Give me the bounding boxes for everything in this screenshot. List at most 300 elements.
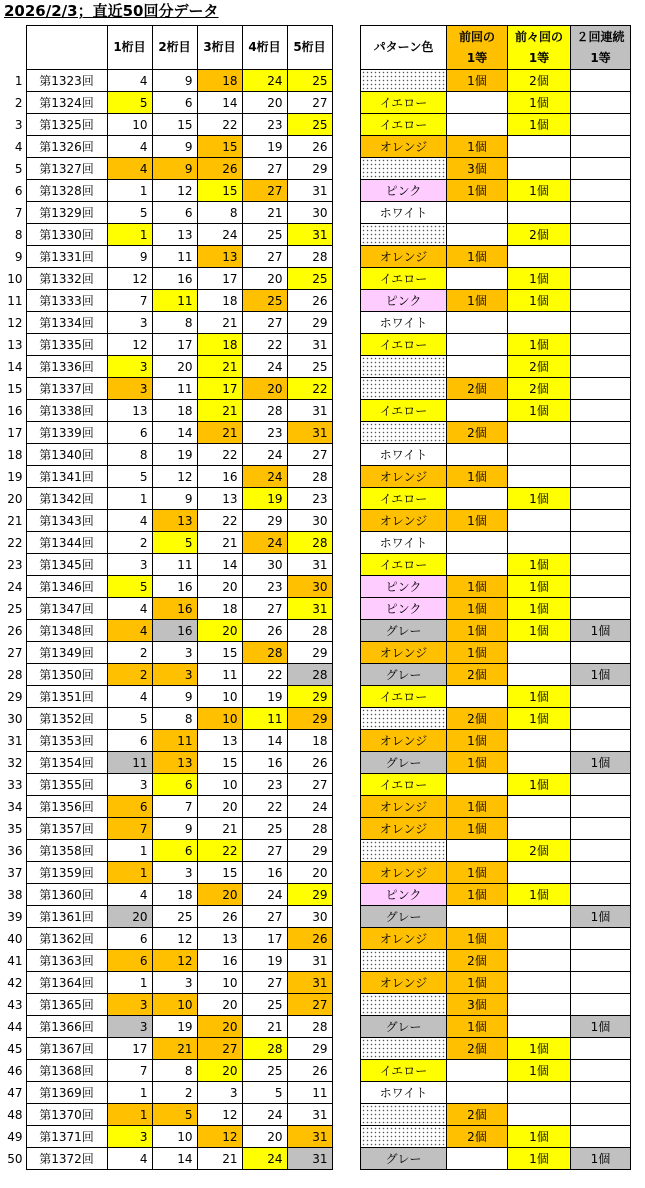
consecutive-first-prize-cell bbox=[571, 1082, 631, 1104]
prev2-first-prize-cell: 1個 bbox=[508, 268, 571, 290]
pattern-color-cell: オレンジ bbox=[361, 466, 447, 488]
digit-3-cell: 15 bbox=[197, 862, 242, 884]
prev-first-prize-cell: 1個 bbox=[447, 136, 508, 158]
prev-first-prize-cell bbox=[447, 114, 508, 136]
table-row bbox=[0, 554, 332, 576]
row-index: 33 bbox=[7, 777, 23, 792]
digit-1-cell: 5 bbox=[107, 708, 152, 730]
consecutive-first-prize-cell bbox=[571, 862, 631, 884]
pattern-row bbox=[361, 708, 631, 730]
digit-1-cell: 1 bbox=[107, 180, 152, 202]
prev2-first-prize-cell: 2個 bbox=[508, 840, 571, 862]
digit-2-cell: 11 bbox=[152, 554, 197, 576]
table-row bbox=[0, 400, 332, 422]
table-row bbox=[0, 92, 332, 114]
digit-1-cell: 7 bbox=[107, 818, 152, 840]
prev2-first-prize-cell bbox=[508, 246, 571, 268]
draw-label: 第1347回 bbox=[26, 598, 107, 620]
pattern-color-cell: イエロー bbox=[361, 488, 447, 510]
digit-3-cell: 13 bbox=[197, 928, 242, 950]
digit-5-cell: 29 bbox=[287, 708, 332, 730]
table-row bbox=[0, 1148, 332, 1170]
prev2-first-prize-cell: 1個 bbox=[508, 554, 571, 576]
digit-4-cell: 21 bbox=[242, 202, 287, 224]
digit-1-cell: 4 bbox=[107, 686, 152, 708]
digit-1-cell: 4 bbox=[107, 1148, 152, 1170]
row-index: 19 bbox=[7, 469, 23, 484]
table-row bbox=[0, 224, 332, 246]
pattern-row bbox=[361, 884, 631, 906]
prev-first-prize-cell: 2個 bbox=[447, 950, 508, 972]
digit-2-cell: 17 bbox=[152, 334, 197, 356]
digit-5-cell: 27 bbox=[287, 774, 332, 796]
prev-first-prize-cell bbox=[447, 334, 508, 356]
prev-first-prize-cell bbox=[447, 1060, 508, 1082]
pattern-color-cell: ホワイト bbox=[361, 532, 447, 554]
table-row bbox=[0, 70, 332, 92]
prev-first-prize-cell bbox=[447, 774, 508, 796]
row-index: 35 bbox=[7, 821, 23, 836]
pattern-color-cell: ピンク bbox=[361, 180, 447, 202]
prev-first-prize-cell: 1個 bbox=[447, 620, 508, 642]
digit-5-cell: 30 bbox=[287, 906, 332, 928]
digit-2-cell: 19 bbox=[152, 1016, 197, 1038]
prev2-first-prize-cell: 1個 bbox=[508, 1148, 571, 1170]
consecutive-first-prize-cell bbox=[571, 246, 631, 268]
pattern-row bbox=[361, 840, 631, 862]
digit-2-cell: 2 bbox=[152, 1082, 197, 1104]
row-index: 23 bbox=[7, 557, 23, 572]
digit-1-cell: 3 bbox=[107, 378, 152, 400]
digit-2-cell: 13 bbox=[152, 510, 197, 532]
digit-2-cell: 8 bbox=[152, 708, 197, 730]
pattern-row bbox=[361, 180, 631, 202]
pattern-row bbox=[361, 378, 631, 400]
row-index: 15 bbox=[7, 381, 23, 396]
pattern-color-cell bbox=[361, 1038, 447, 1060]
draw-label: 第1357回 bbox=[26, 818, 107, 840]
digit-1-cell: 2 bbox=[107, 642, 152, 664]
digit-3-cell: 20 bbox=[197, 994, 242, 1016]
consecutive-first-prize-cell bbox=[571, 224, 631, 246]
digit-2-cell: 20 bbox=[152, 356, 197, 378]
prev-first-prize-cell bbox=[447, 400, 508, 422]
pattern-header-row bbox=[361, 26, 631, 70]
digit-1-cell: 1 bbox=[107, 840, 152, 862]
digit-2-cell: 14 bbox=[152, 422, 197, 444]
prev-first-prize-cell bbox=[447, 312, 508, 334]
pattern-color-cell: オレンジ bbox=[361, 862, 447, 884]
consecutive-first-prize-cell bbox=[571, 268, 631, 290]
consecutive-first-prize-cell bbox=[571, 202, 631, 224]
consecutive-first-prize-cell bbox=[571, 290, 631, 312]
pattern-color-cell: ピンク bbox=[361, 290, 447, 312]
prev2-first-prize-cell: 1個 bbox=[508, 114, 571, 136]
consecutive-first-prize-cell bbox=[571, 1038, 631, 1060]
digit-5-cell: 25 bbox=[287, 114, 332, 136]
digit-1-cell: 2 bbox=[107, 532, 152, 554]
digit-3-cell: 17 bbox=[197, 268, 242, 290]
prev2-first-prize-cell bbox=[508, 1082, 571, 1104]
prev2-first-prize-cell bbox=[508, 422, 571, 444]
digit-4-cell: 28 bbox=[242, 642, 287, 664]
pattern-row bbox=[361, 510, 631, 532]
pattern-color-cell: ピンク bbox=[361, 598, 447, 620]
digit-5-cell: 31 bbox=[287, 1148, 332, 1170]
digit-3-cell: 18 bbox=[197, 334, 242, 356]
digit-3-cell: 21 bbox=[197, 312, 242, 334]
consecutive-first-prize-cell bbox=[571, 378, 631, 400]
prev2-first-prize-cell bbox=[508, 664, 571, 686]
draw-label: 第1325回 bbox=[26, 114, 107, 136]
consecutive-first-prize-cell bbox=[571, 400, 631, 422]
digit-2-cell: 11 bbox=[152, 730, 197, 752]
digit-2-cell: 11 bbox=[152, 290, 197, 312]
prev-first-prize-cell: 2個 bbox=[447, 1104, 508, 1126]
digit-5-cell: 29 bbox=[287, 642, 332, 664]
digit-4-cell: 27 bbox=[242, 840, 287, 862]
digit-2-cell: 16 bbox=[152, 576, 197, 598]
digit-2-cell: 5 bbox=[152, 1104, 197, 1126]
digit-1-cell: 4 bbox=[107, 510, 152, 532]
digit-3-cell: 20 bbox=[197, 576, 242, 598]
digit-3-cell: 21 bbox=[197, 532, 242, 554]
draw-label: 第1352回 bbox=[26, 708, 107, 730]
page-title: 2026/2/3；直近50回分データ bbox=[4, 2, 219, 20]
prev-first-prize-cell: 1個 bbox=[447, 928, 508, 950]
row-index: 40 bbox=[7, 931, 23, 946]
digit-4-cell: 25 bbox=[242, 1060, 287, 1082]
table-row bbox=[0, 114, 332, 136]
digit-4-cell: 24 bbox=[242, 70, 287, 92]
row-index: 12 bbox=[7, 315, 23, 330]
pattern-color-cell: オレンジ bbox=[361, 246, 447, 268]
draw-label: 第1366回 bbox=[26, 1016, 107, 1038]
consecutive-first-prize-cell: 1個 bbox=[571, 906, 631, 928]
row-index: 29 bbox=[7, 689, 23, 704]
pattern-color-cell bbox=[361, 994, 447, 1016]
row-index: 48 bbox=[7, 1107, 23, 1122]
digit-1-cell: 4 bbox=[107, 158, 152, 180]
pattern-row bbox=[361, 664, 631, 686]
digit-5-cell: 30 bbox=[287, 576, 332, 598]
prev2-first-prize-cell: 1個 bbox=[508, 92, 571, 114]
prev2-first-prize-cell bbox=[508, 906, 571, 928]
row-index: 24 bbox=[7, 579, 23, 594]
header-consecutive-first-prize bbox=[571, 26, 631, 70]
pattern-color-cell: ピンク bbox=[361, 884, 447, 906]
pattern-row bbox=[361, 268, 631, 290]
digit-3-cell: 21 bbox=[197, 818, 242, 840]
consecutive-first-prize-cell bbox=[571, 180, 631, 202]
pattern-row bbox=[361, 532, 631, 554]
prev2-first-prize-cell bbox=[508, 642, 571, 664]
draw-label: 第1324回 bbox=[26, 92, 107, 114]
prev-first-prize-cell: 1個 bbox=[447, 818, 508, 840]
prev-first-prize-cell: 1個 bbox=[447, 466, 508, 488]
table-row bbox=[0, 818, 332, 840]
digit-2-cell: 9 bbox=[152, 136, 197, 158]
digit-2-cell: 12 bbox=[152, 180, 197, 202]
draw-label: 第1363回 bbox=[26, 950, 107, 972]
digit-5-cell: 25 bbox=[287, 356, 332, 378]
digit-1-cell: 6 bbox=[107, 796, 152, 818]
digit-2-cell: 7 bbox=[152, 796, 197, 818]
digit-5-cell: 31 bbox=[287, 598, 332, 620]
row-index: 39 bbox=[7, 909, 23, 924]
prev2-first-prize-cell: 1個 bbox=[508, 576, 571, 598]
pattern-color-cell: イエロー bbox=[361, 114, 447, 136]
consecutive-first-prize-cell bbox=[571, 114, 631, 136]
row-index: 10 bbox=[7, 271, 23, 286]
digit-5-cell: 29 bbox=[287, 312, 332, 334]
pattern-color-cell: イエロー bbox=[361, 400, 447, 422]
draw-label: 第1334回 bbox=[26, 312, 107, 334]
table-row bbox=[0, 444, 332, 466]
digit-4-cell: 27 bbox=[242, 906, 287, 928]
draw-label: 第1340回 bbox=[26, 444, 107, 466]
digit-5-cell: 30 bbox=[287, 202, 332, 224]
pattern-row bbox=[361, 312, 631, 334]
prev2-first-prize-cell: 1個 bbox=[508, 686, 571, 708]
prev-first-prize-cell bbox=[447, 840, 508, 862]
pattern-row bbox=[361, 994, 631, 1016]
draw-label: 第1362回 bbox=[26, 928, 107, 950]
draw-label: 第1372回 bbox=[26, 1148, 107, 1170]
pattern-row bbox=[361, 70, 631, 92]
digit-2-cell: 6 bbox=[152, 92, 197, 114]
prev2-first-prize-cell bbox=[508, 202, 571, 224]
digit-3-cell: 11 bbox=[197, 664, 242, 686]
header-prev-line2: 1等 bbox=[466, 50, 488, 65]
draw-label: 第1368回 bbox=[26, 1060, 107, 1082]
consecutive-first-prize-cell bbox=[571, 840, 631, 862]
digit-2-cell: 21 bbox=[152, 1038, 197, 1060]
consecutive-first-prize-cell bbox=[571, 466, 631, 488]
table-row bbox=[0, 752, 332, 774]
pattern-row bbox=[361, 950, 631, 972]
draw-label: 第1343回 bbox=[26, 510, 107, 532]
table-row bbox=[0, 488, 332, 510]
digit-3-cell: 10 bbox=[197, 708, 242, 730]
row-index: 36 bbox=[7, 843, 23, 858]
pattern-color-cell: イエロー bbox=[361, 334, 447, 356]
table-row bbox=[0, 928, 332, 950]
table-row bbox=[0, 1082, 332, 1104]
digit-5-cell: 31 bbox=[287, 400, 332, 422]
digit-3-cell: 15 bbox=[197, 136, 242, 158]
prev2-first-prize-cell: 1個 bbox=[508, 1038, 571, 1060]
digit-5-cell: 31 bbox=[287, 950, 332, 972]
consecutive-first-prize-cell bbox=[571, 884, 631, 906]
digit-5-cell: 18 bbox=[287, 730, 332, 752]
prev2-first-prize-cell bbox=[508, 510, 571, 532]
digit-2-cell: 10 bbox=[152, 1126, 197, 1148]
row-index: 42 bbox=[7, 975, 23, 990]
digit-4-cell: 27 bbox=[242, 972, 287, 994]
pattern-color-cell: グレー bbox=[361, 1148, 447, 1170]
digit-3-cell: 20 bbox=[197, 796, 242, 818]
digit-4-cell: 20 bbox=[242, 268, 287, 290]
draw-label: 第1338回 bbox=[26, 400, 107, 422]
digit-4-cell: 14 bbox=[242, 730, 287, 752]
prev2-first-prize-cell: 1個 bbox=[508, 598, 571, 620]
digit-4-cell: 24 bbox=[242, 356, 287, 378]
digit-3-cell: 22 bbox=[197, 510, 242, 532]
prev2-first-prize-cell bbox=[508, 136, 571, 158]
digit-3-cell: 3 bbox=[197, 1082, 242, 1104]
table-row bbox=[0, 620, 332, 642]
pattern-color-cell bbox=[361, 378, 447, 400]
digit-4-cell: 19 bbox=[242, 686, 287, 708]
row-index: 18 bbox=[7, 447, 23, 462]
row-index: 1 bbox=[14, 73, 23, 88]
pattern-table bbox=[360, 25, 631, 1170]
pattern-row bbox=[361, 444, 631, 466]
pattern-row bbox=[361, 642, 631, 664]
digit-1-cell: 7 bbox=[107, 290, 152, 312]
digit-2-cell: 25 bbox=[152, 906, 197, 928]
digit-5-cell: 20 bbox=[287, 862, 332, 884]
digit-3-cell: 13 bbox=[197, 488, 242, 510]
draw-label: 第1328回 bbox=[26, 180, 107, 202]
digit-3-cell: 20 bbox=[197, 620, 242, 642]
prev2-first-prize-cell: 1個 bbox=[508, 1126, 571, 1148]
digit-3-cell: 21 bbox=[197, 422, 242, 444]
pattern-row bbox=[361, 488, 631, 510]
row-index: 22 bbox=[7, 535, 23, 550]
digit-3-cell: 18 bbox=[197, 290, 242, 312]
prev2-first-prize-cell bbox=[508, 158, 571, 180]
prev-first-prize-cell: 1個 bbox=[447, 510, 508, 532]
table-row bbox=[0, 576, 332, 598]
pattern-row bbox=[361, 576, 631, 598]
row-index: 27 bbox=[7, 645, 23, 660]
pattern-color-cell bbox=[361, 1126, 447, 1148]
table-row bbox=[0, 510, 332, 532]
table-row bbox=[0, 532, 332, 554]
digit-4-cell: 24 bbox=[242, 884, 287, 906]
table-row bbox=[0, 1016, 332, 1038]
digit-4-cell: 24 bbox=[242, 532, 287, 554]
consecutive-first-prize-cell bbox=[571, 1104, 631, 1126]
pattern-color-cell: イエロー bbox=[361, 92, 447, 114]
pattern-row bbox=[361, 928, 631, 950]
digit-1-cell: 1 bbox=[107, 1104, 152, 1126]
consecutive-first-prize-cell bbox=[571, 818, 631, 840]
digit-4-cell: 19 bbox=[242, 950, 287, 972]
digit-2-cell: 13 bbox=[152, 224, 197, 246]
table-row bbox=[0, 246, 332, 268]
digit-5-cell: 27 bbox=[287, 444, 332, 466]
digit-5-cell: 28 bbox=[287, 620, 332, 642]
digit-1-cell: 3 bbox=[107, 994, 152, 1016]
digit-1-cell: 5 bbox=[107, 466, 152, 488]
digit-1-cell: 7 bbox=[107, 1060, 152, 1082]
row-index: 25 bbox=[7, 601, 23, 616]
pattern-row bbox=[361, 1148, 631, 1170]
prev2-first-prize-cell: 1個 bbox=[508, 290, 571, 312]
digit-4-cell: 19 bbox=[242, 488, 287, 510]
digit-2-cell: 10 bbox=[152, 994, 197, 1016]
prev-first-prize-cell bbox=[447, 1082, 508, 1104]
digit-2-cell: 15 bbox=[152, 114, 197, 136]
draw-label: 第1327回 bbox=[26, 158, 107, 180]
digit-5-cell: 31 bbox=[287, 422, 332, 444]
pattern-row bbox=[361, 1038, 631, 1060]
prev-first-prize-cell: 2個 bbox=[447, 422, 508, 444]
digit-1-cell: 1 bbox=[107, 862, 152, 884]
row-index: 43 bbox=[7, 997, 23, 1012]
digit-2-cell: 3 bbox=[152, 972, 197, 994]
header-prev-line1: 前回の bbox=[458, 29, 495, 44]
pattern-row bbox=[361, 1016, 631, 1038]
prev2-first-prize-cell bbox=[508, 730, 571, 752]
digit-4-cell: 20 bbox=[242, 92, 287, 114]
draw-label: 第1344回 bbox=[26, 532, 107, 554]
digit-1-cell: 6 bbox=[107, 730, 152, 752]
digit-1-cell: 3 bbox=[107, 1126, 152, 1148]
table-row bbox=[0, 422, 332, 444]
digit-5-cell: 26 bbox=[287, 136, 332, 158]
digit-4-cell: 23 bbox=[242, 576, 287, 598]
table-row bbox=[0, 356, 332, 378]
digit-3-cell: 14 bbox=[197, 92, 242, 114]
digit-2-cell: 8 bbox=[152, 312, 197, 334]
prev-first-prize-cell bbox=[447, 906, 508, 928]
table-row bbox=[0, 334, 332, 356]
consecutive-first-prize-cell bbox=[571, 312, 631, 334]
digit-3-cell: 15 bbox=[197, 642, 242, 664]
consecutive-first-prize-cell bbox=[571, 928, 631, 950]
prev-first-prize-cell: 2個 bbox=[447, 1038, 508, 1060]
prev2-first-prize-cell bbox=[508, 862, 571, 884]
prev2-first-prize-cell bbox=[508, 950, 571, 972]
table-row bbox=[0, 290, 332, 312]
draw-label: 第1329回 bbox=[26, 202, 107, 224]
pattern-color-cell bbox=[361, 840, 447, 862]
prev2-first-prize-cell bbox=[508, 994, 571, 1016]
pattern-row bbox=[361, 92, 631, 114]
prev-first-prize-cell: 1個 bbox=[447, 70, 508, 92]
consecutive-first-prize-cell bbox=[571, 972, 631, 994]
digit-3-cell: 18 bbox=[197, 598, 242, 620]
digit-1-cell: 1 bbox=[107, 488, 152, 510]
pattern-color-cell: イエロー bbox=[361, 554, 447, 576]
consecutive-first-prize-cell bbox=[571, 554, 631, 576]
digit-5-cell: 28 bbox=[287, 532, 332, 554]
consecutive-first-prize-cell bbox=[571, 510, 631, 532]
digit-3-cell: 22 bbox=[197, 114, 242, 136]
row-index: 13 bbox=[7, 337, 23, 352]
prev2-first-prize-cell: 1個 bbox=[508, 620, 571, 642]
digit-1-cell: 9 bbox=[107, 246, 152, 268]
consecutive-first-prize-cell bbox=[571, 576, 631, 598]
consecutive-first-prize-cell bbox=[571, 708, 631, 730]
prev-first-prize-cell: 3個 bbox=[447, 994, 508, 1016]
digit-5-cell: 31 bbox=[287, 224, 332, 246]
header-digit-5: 5桁目 bbox=[287, 26, 332, 70]
row-index: 28 bbox=[7, 667, 23, 682]
pattern-row bbox=[361, 136, 631, 158]
row-index: 7 bbox=[14, 205, 23, 220]
prev-first-prize-cell: 1個 bbox=[447, 598, 508, 620]
digit-1-cell: 6 bbox=[107, 422, 152, 444]
digit-3-cell: 21 bbox=[197, 1148, 242, 1170]
digit-5-cell: 28 bbox=[287, 664, 332, 686]
digit-1-cell: 1 bbox=[107, 972, 152, 994]
consecutive-first-prize-cell: 1個 bbox=[571, 1016, 631, 1038]
